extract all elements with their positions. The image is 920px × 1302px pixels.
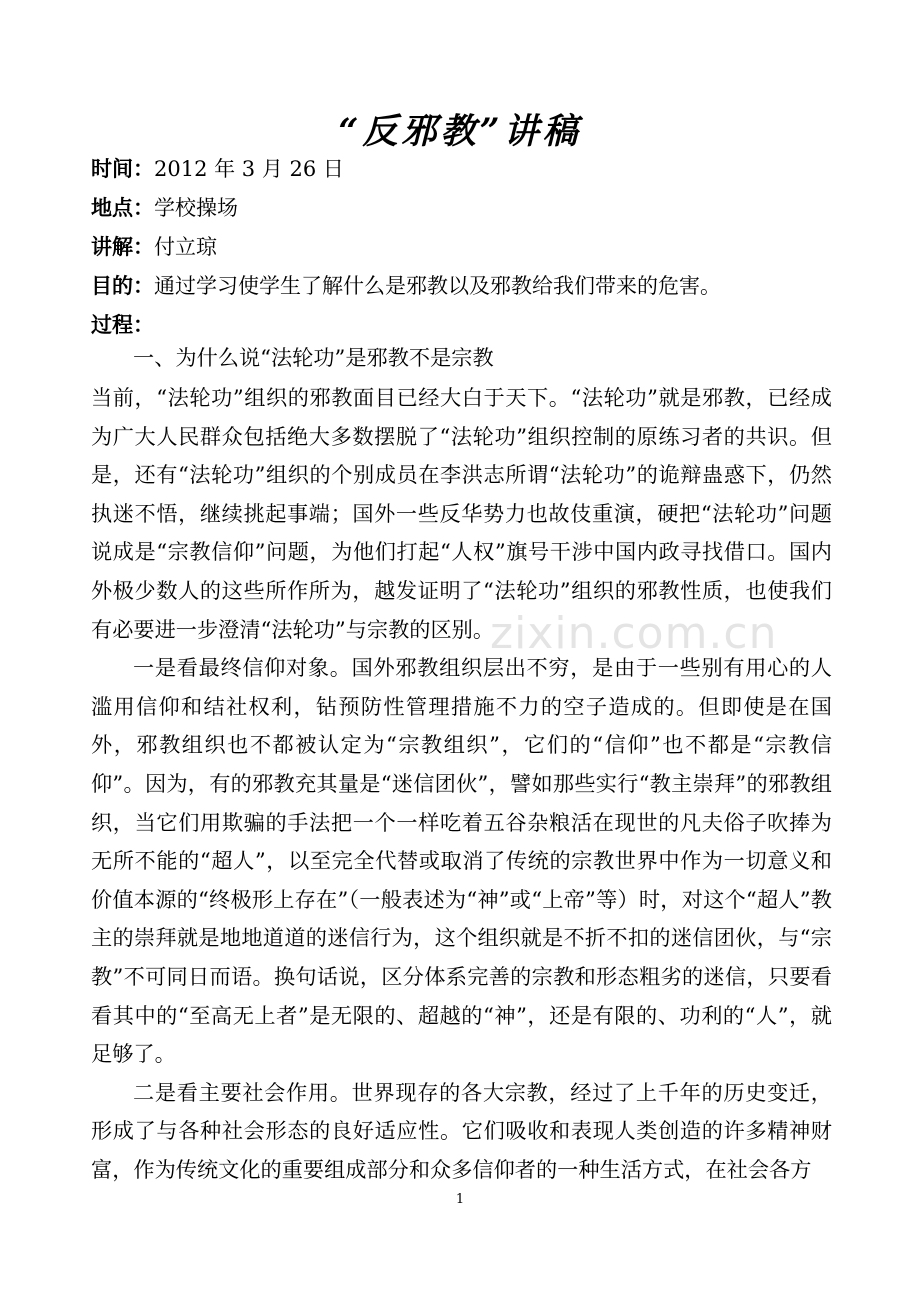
paragraph: 一是看最终信仰对象。国外邪教组织层出不穷，是由于一些别有用心的人滥用信仰和结社权利，钻预防性管理措施不力的空子造成的。但即使是在国外，邪教组织也不都被认定为“宗教组织”，它们的“信仰”也不都是“宗教信仰”。因为，有的邪教充其量是“迷信团伙”，譬如那些实行“教主崇拜”的邪教组织，当它们用欺骗的手法把一个一样吃着五谷杂粮活在现世的凡夫俗子吹捧为无所不能的“超人”，以至完全代替或取消了传统的宗教世界中作为一切意义和价值本源的“终极形上存在”（一般表述为“神”或“上帝”等）时，对这个“超人”教主的崇拜就是地地道道的迷信行为，这个组织就是不折不扣的迷信团伙，与“宗教”不可同日而语。换句话说，区分体系完善的宗教和形态粗劣的迷信，只要看看其中的“至高无上者”是无限的、超越的“神”，还是有限的、功利的“人”，就足够了。 bbox=[91, 655, 832, 1067]
meta-speaker-value: 付立琼 bbox=[154, 235, 217, 259]
paragraph: 当前，“法轮功”组织的邪教面目已经大白于天下。“法轮功”就是邪教，已经成为广大人民群众包括绝大多数摆脱了“法轮功”组织控制的原练习者的共识。但是，还有“法轮功”组织的个别成员在李洪志所谓“法轮功”的诡辩蛊惑下，仍然执迷不悟，继续挑起事端；国外一些反华势力也故伎重演，硬把“法轮功”问题说成是“宗教信仰”问题，为他们打起“人权”旗号干涉中国内政寻找借口。国内外极少数人的这些所作所为，越发证明了“法轮功”组织的邪教性质，也使我们有必要进一步澄清“法轮功”与宗教的区别。 bbox=[91, 385, 832, 642]
meta-process-label: 过程： bbox=[91, 313, 154, 337]
meta-time-label: 时间： bbox=[91, 157, 154, 181]
meta-purpose bbox=[91, 272, 721, 300]
meta-process bbox=[91, 311, 154, 339]
meta-place bbox=[91, 194, 238, 222]
meta-speaker-label: 讲解： bbox=[91, 235, 154, 259]
meta-place-value: 学校操场 bbox=[154, 196, 238, 220]
meta-place-label: 地点： bbox=[91, 196, 154, 220]
meta-purpose-label: 目的： bbox=[91, 274, 154, 298]
section-heading: 一、为什么说“法轮功”是邪教不是宗教 bbox=[133, 345, 494, 370]
meta-speaker bbox=[91, 233, 217, 261]
watermark: zixin.com.cn bbox=[490, 608, 778, 659]
meta-time-value: 2012 年 3 月 26 日 bbox=[154, 157, 344, 181]
page-number: 1 bbox=[455, 1192, 465, 1207]
paragraph: 二是看主要社会作用。世界现存的各大宗教，经过了上千年的历史变迁，形成了与各种社会形态的良好适应性。它们吸收和表现人类创造的许多精神财富，作为传统文化的重要组成部分和众多信仰者的一种生活方式，在社会各方 bbox=[91, 1079, 832, 1182]
meta-purpose-value: 通过学习使学生了解什么是邪教以及邪教给我们带来的危害。 bbox=[154, 274, 721, 298]
document-title: “反邪教”讲稿 bbox=[338, 111, 582, 152]
meta-time bbox=[91, 155, 344, 183]
body-text bbox=[91, 379, 832, 1189]
